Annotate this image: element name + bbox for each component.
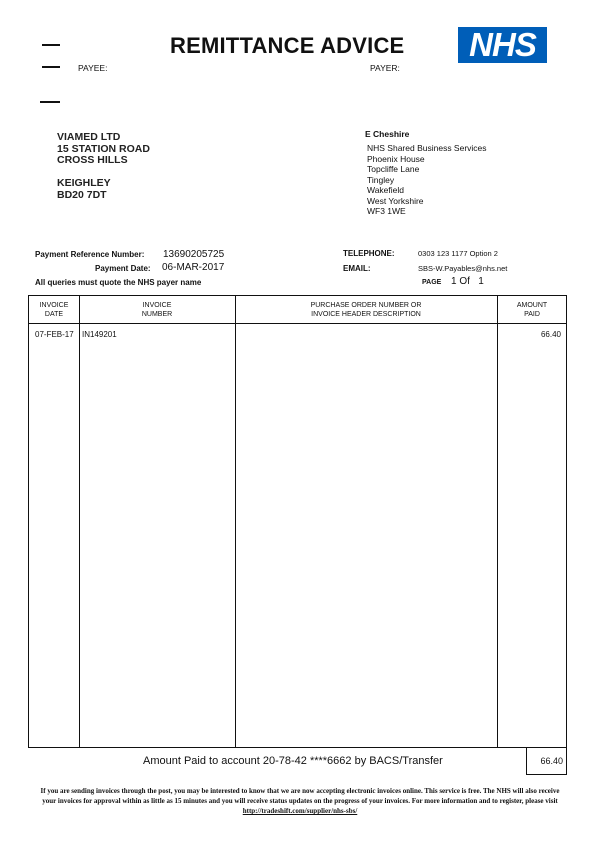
payer-line: Topcliffe Lane bbox=[367, 164, 420, 174]
footer-link[interactable]: http://tradeshift.com/supplier/nhs-sbs/ bbox=[242, 807, 358, 815]
payee-line: KEIGHLEY bbox=[57, 177, 111, 189]
header-divider bbox=[29, 323, 566, 324]
telephone-value: 0303 123 1177 Option 2 bbox=[418, 249, 498, 258]
payee-line: 15 STATION ROAD bbox=[57, 142, 150, 155]
nhs-logo: NHS bbox=[458, 27, 547, 63]
email-value: SBS-W.Payables@nhs.net bbox=[418, 264, 508, 273]
payer-address bbox=[367, 143, 487, 217]
total-text: Amount Paid to account 20-78-42 ****6662 by BACS/Transfer bbox=[143, 755, 443, 767]
payee-line: CROSS HILLS bbox=[57, 154, 128, 166]
reference-value: 13690205725 bbox=[163, 249, 225, 260]
row-invoice-date: 07-FEB-17 bbox=[35, 330, 74, 339]
payer-line: Wakefield bbox=[367, 185, 405, 195]
payee-address bbox=[57, 132, 150, 201]
reference-label: Payment Reference Number: bbox=[35, 250, 145, 259]
header-invoice-number: INVOICE NUMBER bbox=[141, 302, 173, 318]
payee-label: PAYEE: bbox=[78, 63, 108, 73]
footer-note bbox=[40, 786, 560, 816]
column-divider bbox=[497, 296, 498, 747]
email-label: EMAIL: bbox=[343, 264, 371, 273]
date-value: 06-MAR-2017 bbox=[162, 262, 225, 273]
row-invoice-number: IN149201 bbox=[82, 330, 117, 339]
payee-line: BD20 7DT bbox=[57, 188, 107, 201]
payer-label: PAYER: bbox=[370, 63, 400, 73]
column-divider bbox=[235, 296, 236, 747]
row-amount: 66.40 bbox=[540, 330, 561, 339]
total-amount: 66.40 bbox=[526, 748, 567, 775]
page-title: REMITTANCE ADVICE bbox=[170, 33, 405, 58]
header-amount-paid: AMOUNT PAID bbox=[516, 302, 548, 318]
quote-note: All queries must quote the NHS payer name bbox=[35, 278, 202, 287]
fold-mark bbox=[40, 101, 60, 103]
column-divider bbox=[79, 296, 80, 747]
payer-line: Tingley bbox=[367, 174, 395, 185]
payer-line: WF3 1WE bbox=[367, 206, 406, 216]
telephone-label: TELEPHONE: bbox=[343, 249, 395, 258]
header-invoice-date: INVOICE DATE bbox=[39, 302, 69, 318]
payee-line: VIAMED LTD bbox=[57, 131, 121, 143]
payer-name: E Cheshire bbox=[365, 129, 410, 139]
invoice-table bbox=[28, 295, 567, 748]
header-description: PURCHASE ORDER NUMBER OR INVOICE HEADER DESCRIPTION bbox=[310, 302, 422, 318]
payer-line: NHS Shared Business Services bbox=[367, 143, 487, 153]
date-label: Payment Date: bbox=[95, 264, 151, 273]
page-label: PAGE bbox=[422, 279, 442, 286]
payer-line: Phoenix House bbox=[367, 153, 425, 164]
footer-text: If you are sending invoices through the post, you may be interested to know that we are now accepting electronic invoices online. This service is free. The NHS will also receive your invoices for approval within as little as 15 minutes and you will receive status updates on the progress of your invoices. For more information and to register, please visit bbox=[40, 787, 560, 805]
payer-line: West Yorkshire bbox=[367, 195, 424, 206]
fold-mark bbox=[42, 66, 60, 68]
page-value: 1 Of 1 bbox=[451, 276, 484, 287]
fold-mark bbox=[42, 44, 60, 46]
